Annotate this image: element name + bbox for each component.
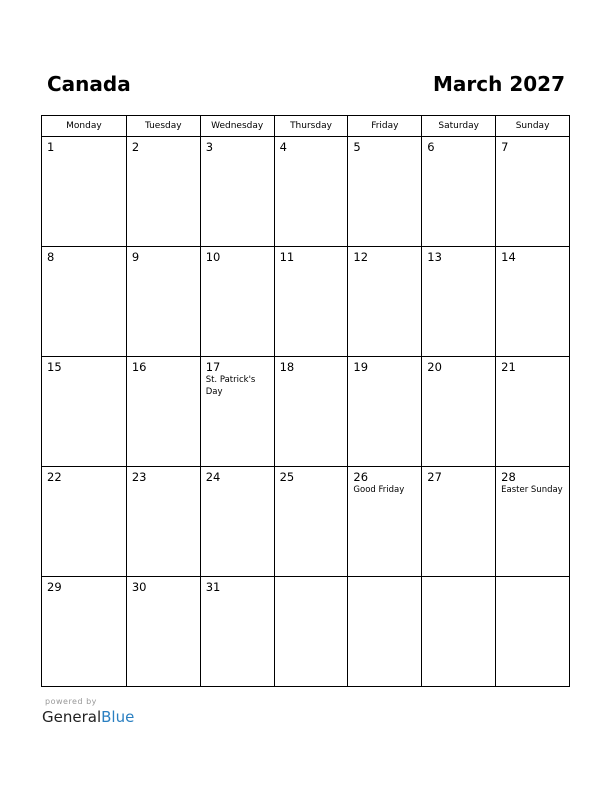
day-cell xyxy=(201,357,275,467)
powered-by-text: powered by xyxy=(45,697,97,706)
day-number: 4 xyxy=(279,140,287,154)
day-number: 21 xyxy=(501,360,516,374)
weekday-wednesday: Wednesday xyxy=(201,116,275,137)
day-cell xyxy=(201,467,275,577)
country-title: Canada xyxy=(47,72,131,96)
day-cell xyxy=(42,247,127,357)
day-number: 24 xyxy=(205,470,221,484)
month-year-title: March 2027 xyxy=(433,72,565,96)
day-cell xyxy=(422,357,496,467)
day-cell xyxy=(127,467,201,577)
day-number: 23 xyxy=(131,470,147,484)
day-number: 29 xyxy=(47,580,62,594)
day-cell xyxy=(422,577,496,687)
day-number: 15 xyxy=(47,360,62,374)
weekday-tuesday: Tuesday xyxy=(127,116,201,137)
week-row xyxy=(42,247,570,357)
day-cell xyxy=(348,577,422,687)
day-cell xyxy=(275,467,349,577)
day-cell xyxy=(275,137,349,247)
day-number: 27 xyxy=(427,470,442,484)
day-cell xyxy=(201,247,275,357)
day-number: 25 xyxy=(279,470,295,484)
day-cell xyxy=(422,467,496,577)
day-cell xyxy=(422,247,496,357)
weekday-saturday: Saturday xyxy=(422,116,496,137)
day-number: 6 xyxy=(427,140,435,154)
day-cell xyxy=(42,467,127,577)
calendar-grid xyxy=(41,115,570,687)
day-cell xyxy=(42,357,127,467)
day-cell xyxy=(496,247,570,357)
day-number: 28 xyxy=(501,470,516,484)
day-cell xyxy=(496,467,570,577)
week-row xyxy=(42,137,570,247)
holiday-label: St. Patrick's Day xyxy=(205,375,256,397)
day-cell xyxy=(201,137,275,247)
day-cell xyxy=(127,247,201,357)
day-cell xyxy=(201,577,275,687)
weekday-header-row xyxy=(42,116,570,137)
weekday-monday: Monday xyxy=(42,116,127,137)
day-cell xyxy=(348,247,422,357)
holiday-label: Good Friday xyxy=(353,485,405,495)
day-number: 31 xyxy=(205,580,221,594)
day-number: 11 xyxy=(279,250,295,264)
day-cell xyxy=(127,137,201,247)
day-cell xyxy=(496,357,570,467)
day-cell xyxy=(42,577,127,687)
day-number: 20 xyxy=(427,360,442,374)
day-number: 7 xyxy=(501,140,509,154)
day-cell xyxy=(275,247,349,357)
day-cell xyxy=(348,357,422,467)
day-number: 26 xyxy=(353,470,369,484)
brand-general-text: General xyxy=(42,708,102,726)
day-number: 13 xyxy=(427,250,442,264)
holiday-label: Easter Sunday xyxy=(501,485,563,495)
day-number: 2 xyxy=(131,140,140,154)
weekday-sunday: Sunday xyxy=(496,116,570,137)
brand-blue-text: Blue xyxy=(101,708,135,726)
day-number: 3 xyxy=(205,140,214,154)
brand-logo[interactable] xyxy=(42,707,134,727)
week-row xyxy=(42,577,570,687)
day-cell xyxy=(127,357,201,467)
day-number: 16 xyxy=(131,360,147,374)
day-cell xyxy=(496,137,570,247)
day-cell xyxy=(348,137,422,247)
footer-branding xyxy=(42,697,134,727)
day-cell xyxy=(348,467,422,577)
day-cell xyxy=(275,357,349,467)
day-number: 19 xyxy=(353,360,369,374)
day-number: 22 xyxy=(47,470,62,484)
day-number: 17 xyxy=(205,360,221,374)
day-cell xyxy=(275,577,349,687)
day-number: 30 xyxy=(131,580,147,594)
day-cell xyxy=(496,577,570,687)
day-number: 1 xyxy=(47,140,55,154)
day-number: 9 xyxy=(131,250,140,264)
day-cell xyxy=(422,137,496,247)
day-number: 12 xyxy=(353,250,369,264)
weekday-thursday: Thursday xyxy=(275,116,349,137)
day-number: 18 xyxy=(279,360,295,374)
day-cell xyxy=(127,577,201,687)
day-number: 10 xyxy=(205,250,221,264)
day-number: 5 xyxy=(353,140,361,154)
weekday-friday: Friday xyxy=(348,116,422,137)
day-number: 14 xyxy=(501,250,516,264)
week-row xyxy=(42,357,570,467)
day-cell xyxy=(42,137,127,247)
day-number: 8 xyxy=(47,250,55,264)
week-row xyxy=(42,467,570,577)
